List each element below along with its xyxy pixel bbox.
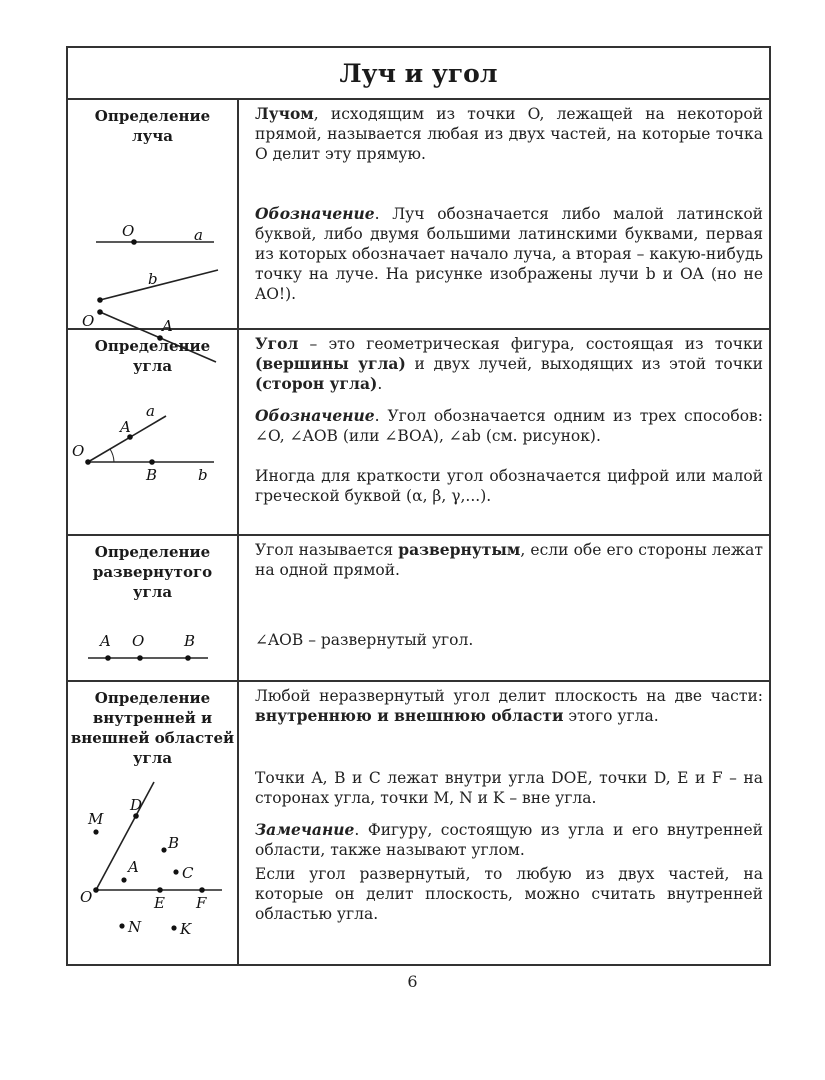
label-b: b — [148, 270, 158, 288]
label-O: O — [80, 888, 93, 906]
ray-notation: Обозначение. Луч обозначается либо малой латинской буквой, либо двумя большими латинскими буквами, первая из которых обозначает начало луча, а вторая – какую-нибудь точку на луче. На рисунке изображены лучи b и OA (но не AO!). — [255, 204, 763, 303]
label-O-top: O — [122, 222, 135, 240]
regions-figure-cell — [68, 682, 239, 964]
point-M — [93, 829, 98, 834]
straight-angle-definition: Угол называется развернутым, если обе его стороны лежат на одной прямой. — [255, 540, 763, 579]
regions-text-cell — [239, 682, 769, 964]
point-C — [173, 869, 178, 874]
label-O: O — [132, 632, 145, 650]
vertex-O — [137, 655, 143, 661]
point-B — [149, 459, 155, 465]
label-a: a — [194, 226, 203, 244]
row-straight-angle — [68, 536, 769, 682]
label-K: K — [180, 920, 192, 938]
angle-definition: Угол – это геометрическая фигура, состоящая из точки (вершины угла) и двух лучей, выходящих из этой точки (сторон угла). — [255, 334, 763, 393]
label-A: A — [162, 317, 173, 335]
label-E: E — [154, 894, 165, 912]
ray-figure-cell — [68, 100, 239, 335]
label-A: A — [128, 858, 139, 876]
point-K — [171, 925, 176, 930]
label-A: A — [120, 418, 131, 436]
label-b: b — [198, 466, 208, 484]
ray-header: Определение луча — [94, 107, 211, 145]
label-M: M — [88, 810, 104, 828]
angle-arc — [110, 449, 114, 462]
label-O: O — [72, 442, 85, 460]
ray-b — [100, 270, 218, 300]
point-F — [199, 887, 205, 893]
regions-points: Точки A, B и C лежат внутри угла DOE, точки D, E и F – на сторонах угла, точки M, N и K – вне угла. — [255, 769, 763, 807]
angle-header: Определение угла — [94, 337, 211, 375]
point-D — [133, 813, 139, 819]
angle-figure-cell — [68, 330, 239, 534]
row-angle-regions — [68, 682, 769, 964]
row-ray — [68, 100, 769, 335]
angle-diagram — [68, 390, 235, 530]
vertex-O — [93, 887, 99, 893]
label-B: B — [168, 834, 180, 852]
label-N: N — [128, 918, 142, 936]
label-C: C — [182, 864, 194, 882]
side-OD — [96, 782, 154, 890]
point-O-top — [131, 239, 137, 245]
regions-extra: Если угол развернутый, то любую из двух частей, на которые он делит плоскость, можно считать внутренней областью угла. — [255, 865, 763, 923]
label-O: O — [82, 312, 95, 330]
straight-angle-text-cell — [239, 536, 769, 680]
regions-remark: Замечание. Фигуру, состоящую из угла и его внутренней области, также называют углом. — [255, 820, 763, 859]
page-number: 6 — [407, 972, 418, 991]
straight-angle-example: ∠AOB – развернутый угол. — [255, 631, 474, 649]
point-E — [157, 887, 163, 893]
ray-diagram — [68, 164, 235, 335]
point-ray-b-start — [97, 297, 103, 303]
point-N — [119, 923, 124, 928]
angle-notation: Обозначение. Угол обозначается одним из трех способов: ∠O, ∠AOB (или ∠BOA), ∠ab (см. рисунок). — [255, 406, 763, 445]
straight-angle-diagram — [68, 620, 235, 680]
vertex-O — [85, 459, 91, 465]
title-row — [68, 48, 769, 100]
angle-note: Иногда для краткости угол обозначается цифрой или малой греческой буквой (α, β, γ,...). — [255, 467, 763, 505]
ray-text-cell — [239, 100, 769, 328]
regions-definition: Любой неразвернутый угол делит плоскость на две части: внутреннюю и внешнюю области этого угла. — [255, 687, 763, 725]
straight-angle-header: Определение развернутого угла — [92, 543, 213, 601]
point-B — [161, 847, 166, 852]
straight-angle-figure-cell — [68, 536, 239, 680]
point-O — [97, 309, 103, 315]
label-a: a — [146, 402, 155, 420]
regions-diagram — [68, 778, 235, 948]
label-F: F — [196, 894, 207, 912]
content-table — [66, 46, 771, 966]
point-A — [121, 877, 126, 882]
label-B: B — [184, 632, 196, 650]
label-B: B — [146, 466, 158, 484]
point-A — [105, 655, 111, 661]
point-B — [185, 655, 191, 661]
angle-text-cell — [239, 330, 769, 534]
row-angle — [68, 330, 769, 536]
label-D: D — [130, 796, 143, 814]
ray-definition: Лучом, исходящим из точки O, лежащей на некоторой прямой, называется любая из двух частей, на которые точка O делит эту прямую. — [255, 104, 763, 163]
regions-header: Определение внутренней и внешней областей угла — [70, 689, 235, 767]
label-A: A — [100, 632, 111, 650]
page-title: Луч и угол — [339, 58, 498, 88]
